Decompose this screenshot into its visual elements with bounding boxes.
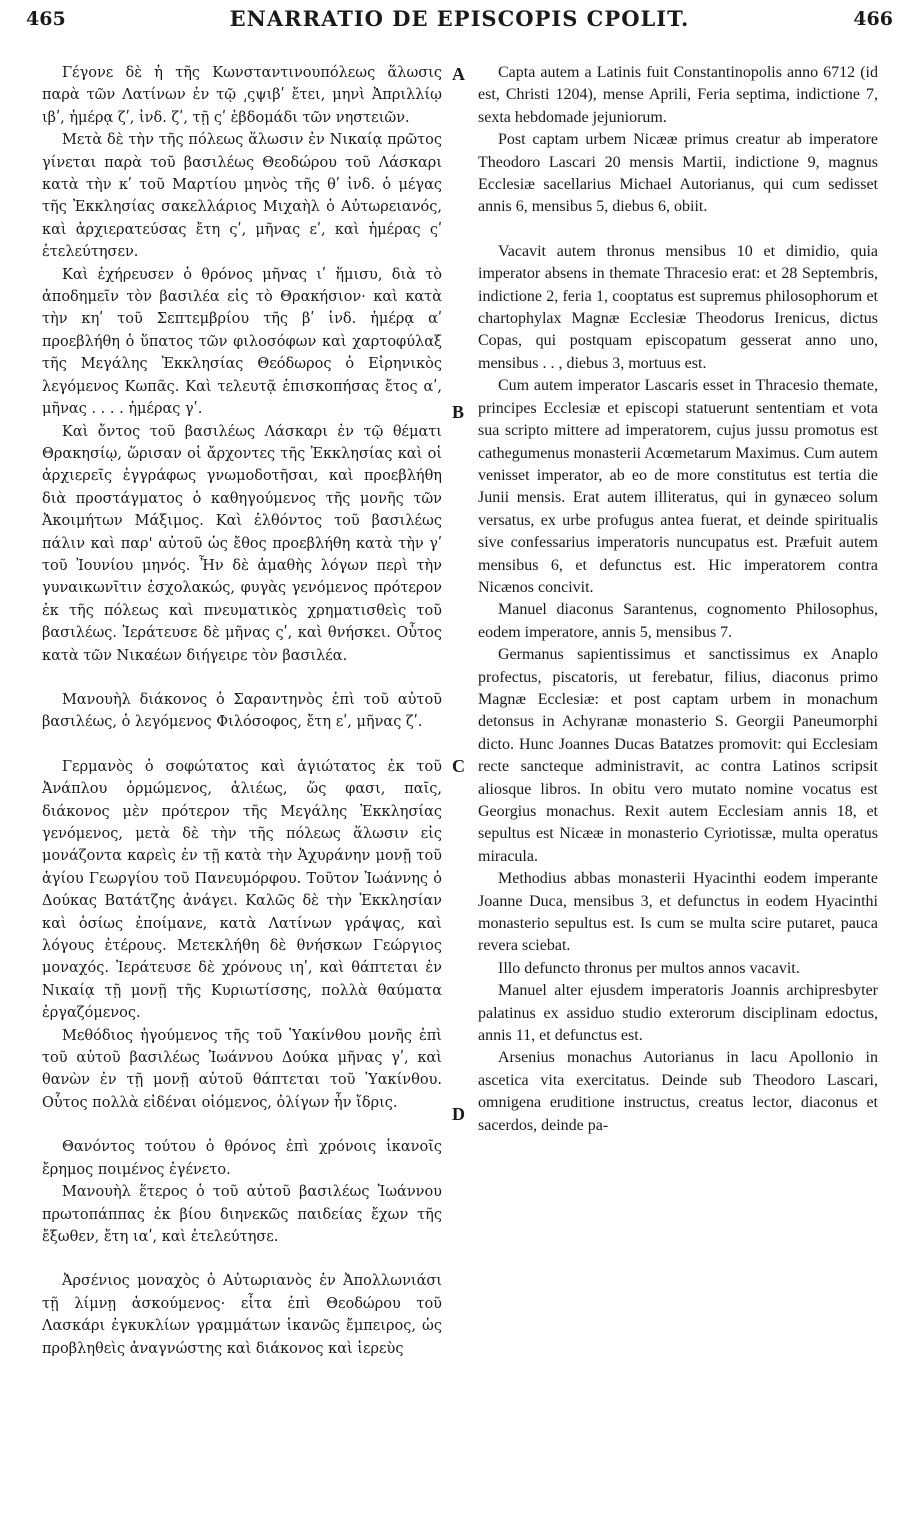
greek-paragraph: Μανουὴλ ἕτερος ὁ τοῦ αὐτοῦ βασιλέως Ἰωάννου πρωτοπάππας ἐκ βίου διηνεκῶς παιδείας ἔχων τῆς ἔξωθεν, ἔτη ιαʹ, καὶ ἐτελεύτησε. xyxy=(42,1184,442,1245)
greek-paragraph: Καὶ ὄντος τοῦ βασιλέως Λάσκαρι ἐν τῷ θέματι Θρακησίῳ, ὥρισαν οἱ ἄρχοντες τῆς Ἐκκλησίας καὶ οἱ ἀρχιερεῖς ἐγγράφως γνωμοδοτῆσαι, καὶ προεβλήθη διὰ προστάγματος ὁ καθηγούμενος τῆς μονῆς τῶν Ἀκοιμήτων Μάξιμος. Καὶ ἐλθόντος τοῦ βασιλέως πάλιν καὶ παρ' αὐτοῦ ὡς ἔθος προεβλήθη κατὰ τὴν γʹ τοῦ Ἰουνίου μηνός. Ἦν δὲ ἀμαθὴς λόγων περὶ τὴν γυναικωνῖτιν ἐσχολακώς, φυγὰς γενόμενος πρότερον ἐκ τῆς πόλεως καὶ πνευματικὸς χρηματισθεὶς τοῦ βασιλέως. Ἱεράτευσε δὲ μῆνας ςʹ, καὶ θνήσκει. Οὗτος κατὰ τῶν Νικαέων διήγειρε τὸν βασιλέα. xyxy=(42,423,442,664)
margin-letter-b: B xyxy=(452,402,465,422)
left-page-number: 465 xyxy=(26,8,66,30)
greek-paragraph: Γερμανὸς ὁ σοφώτατος καὶ ἁγιώτατος ἐκ τοῦ Ἀνάπλου ὁρμώμενος, ἁλιέως, ὥς φασι, παῖς, διάκονος μὲν πρότερον τῆς Μεγάλης Ἐκκλησίας γενόμενος, μετὰ δὲ τὴν τῆς πόλεως ἅλωσιν εἰς μονάζοντα καρεὶς ἐν τῇ κατὰ τὴν Ἀχυράνην μονῇ τοῦ ἁγίου Γεωργίου τοῦ Πανευμόρφου. Τοῦτον Ἰωάννης ὁ Δούκας Βατάτζης ἀνάγει. Καλῶς δὲ τὴν Ἐκκλησίαν καὶ ὁσίως ἐποίμανε, κατὰ Λατίνων γράψας, καὶ λόγους ἑτέρους. Μετεκλήθη δὲ θνήσκων Γεώργιος μοναχός. Ἱεράτευσε δὲ χρόνους ιηʹ, καὶ θάπτεται ἐν Νικαίᾳ τῇ μονῇ τῆς Κυριωτίσσης, πολλὰ θαύματα ἐργαζόμενος. xyxy=(42,758,442,1022)
page-header xyxy=(26,6,893,36)
margin-letter-d: D xyxy=(452,1104,465,1124)
latin-paragraph: Germanus sapientissimus et sanctissimus ex Anaplo profectus, piscatoris, ut ferebatur, filius, diaconus primo Magnæ Ecclesiæ: et post captam urbem in monachum detonsus in Achyranæ monasterio S. Georgii Paneumorphi dicto. Hunc Joannes Ducas Batatzes promovit: qui Ecclesiam recte sancteque administravit, ac contra Latinos scripsit aliosque libros. In obitu vero mutato nomine vocatus est Georgius monachus. Rexit autem Ecclesiam annis 18, et sepultus est Nicææ in monasterio Cyriotissæ, multa operatus miracula. xyxy=(478,646,878,865)
greek-paragraph: Ἀρσένιος μοναχὸς ὁ Αὐτωριανὸς ἐν Ἀπολλωνιάσι τῇ λίμνῃ ἀσκούμενος· εἶτα ἐπὶ Θεοδώρου τοῦ Λασκάρι ἐγκυκλίων γραμμάτων ἱκανῶς ἔμπειρος, ὡς προβληθεὶς ἀναγνώστης καὶ διάκονος καὶ ἱερεὺς xyxy=(42,1273,442,1357)
greek-paragraph: Θανόντος τούτου ὁ θρόνος ἐπὶ χρόνοις ἱκανοῖς ἔρημος ποιμένος ἐγένετο. xyxy=(42,1139,442,1178)
right-page-number: 466 xyxy=(853,8,893,30)
latin-paragraph: Capta autem a Latinis fuit Constantinopolis anno 6712 (id est, Christi 1204), mense Aprili, Feria septima, indictione 7, sexta hebdomade jejuniorum. xyxy=(478,64,878,126)
running-title: ENARRATIO DE EPISCOPIS CPOLIT. xyxy=(229,6,690,31)
latin-paragraph: Methodius abbas monasterii Hyacinthi eodem imperante Joanne Duca, mensibus 3, et defunctus in eodem Hyacinthi monasterio sepultus est. Is cum se multa scire putaret, pauca revera sciebat. xyxy=(478,870,878,955)
greek-paragraph: Καὶ ἐχήρευσεν ὁ θρόνος μῆνας ιʹ ἥμισυ, διὰ τὸ ἀποδημεῖν τὸν βασιλέα εἰς τὸ Θρακήσιον· καὶ κατὰ τὴν κηʹ τοῦ Σεπτεμβρίου τῆς βʹ ἰνδ. ἡμέρᾳ αʹ προεβλήθη ὁ ὕπατος τῶν φιλοσόφων καὶ χαρτοφύλαξ τῆς Μεγάλης Ἐκκλησίας Θεόδωρος ὁ Εἰρηνικὸς λεγόμενος Κωπᾶς. Καὶ τελευτᾷ ἐπισκοπήσας ἔτος αʹ, μῆνας . . . . ἡμέρας γʹ. xyxy=(42,266,442,418)
greek-paragraph: Μετὰ δὲ τὴν τῆς πόλεως ἅλωσιν ἐν Νικαίᾳ πρῶτος γίνεται παρὰ τοῦ βασιλέως Θεοδώρου τοῦ Λάσκαρι κατὰ τὴν κʹ τοῦ Μαρτίου μηνὸς τῆς θʹ ἰνδ. ὁ μέγας τῆς Ἐκκλησίας σακελλάριος Μιχαὴλ ὁ Αὐτωρειανός, καὶ ἀρχιερατεύσας ἔτη ςʹ, μῆνας εʹ, καὶ ἡμέρας ςʹ ἐτελεύτησεν. xyxy=(42,132,442,261)
latin-column xyxy=(478,62,878,1137)
latin-paragraph: Cum autem imperator Lascaris esset in Thracesio themate, principes Ecclesiæ et episcopi statuerunt sententiam et vota sua scripto mittere ad imperatorem, cujus jussu promotus est cathegumenus monasterii Acœmetarum Maximus. Cum autem venisset imperator, ab eo de more constitutus est tertia die Junii mensis. Erat autem illiteratus, qui in gynæceo solum versatus, ex urbe profugus antea fuerat, et deinde spiritualis sive confessarius imperatoris nuncupatus est. Præfuit autem mensibus 6, et defunctus est. Hic imperatorem contra Nicænos concivit. xyxy=(478,377,878,596)
latin-paragraph: Post captam urbem Nicææ primus creatur ab imperatore Theodoro Lascari 20 mensis Martii, indictione 9, magnus Ecclesiæ sacellarius Michael Autorianus, qui cum sedisset annis 6, mensibus 5, diebus 6, obiit. xyxy=(478,131,878,216)
greek-paragraph: Μεθόδιος ἡγούμενος τῆς τοῦ Ὑακίνθου μονῆς ἐπὶ τοῦ αὐτοῦ βασιλέως Ἰωάννου Δούκα μῆνας γʹ, καὶ θανὼν ἐν τῇ μονῇ αὐτοῦ θάπτεται τοῦ Ὑακίνθου. Οὗτος πολλὰ εἰδέναι οἰόμενος, ὀλίγων ἦν ἴδρις. xyxy=(42,1027,442,1111)
latin-paragraph: Manuel diaconus Sarantenus, cognomento Philosophus, eodem imperatore, annis 5, mensibus 7. xyxy=(478,601,878,641)
latin-paragraph: Manuel alter ejusdem imperatoris Joannis archipresbyter palatinus ex assiduo studio exterorum disciplinam edoctus, annis 11, et defunctus est. xyxy=(478,982,878,1045)
latin-paragraph: Arsenius monachus Autorianus in lacu Apollonio in ascetica vita exercitatus. Deinde sub Theodoro Lascari, omnigena eruditione instructus, creatus lector, diaconus et sacerdos, deinde pa- xyxy=(478,1049,878,1134)
margin-letter-c: C xyxy=(452,756,465,776)
latin-paragraph: Illo defuncto thronus per multos annos vacavit. xyxy=(498,959,800,977)
greek-paragraph: Γέγονε δὲ ἡ τῆς Κωνσταντινουπόλεως ἅλωσις παρὰ τῶν Λατίνων ἐν τῷ ͵ςψιβʹ ἔτει, μηνὶ Ἀπριλλίῳ ιβʹ, ἡμέρᾳ ζʹ, ἰνδ. ζʹ, τῇ ςʹ ἑβδομάδι τῶν νηστειῶν. xyxy=(42,65,442,126)
margin-letter-a: A xyxy=(452,64,465,84)
greek-paragraph: Μανουὴλ διάκονος ὁ Σαραντηνὸς ἐπὶ τοῦ αὐτοῦ βασιλέως, ὁ λεγόμενος Φιλόσοφος, ἔτη εʹ, μῆνας ζʹ. xyxy=(42,691,442,731)
greek-column xyxy=(42,62,442,1360)
latin-paragraph: Vacavit autem thronus mensibus 10 et dimidio, quia imperator absens in themate Thracesio erat: et 28 Septembris, indictione 2, feria 1, cooptatus est supremus philosophorum et chartophylax Magnæ Ecclesiæ Theodorus Irenicus, dictus Copas, qui postquam episcopatum gesserat anno uno, mensibus . . , diebus 3, mortuus est. xyxy=(478,242,878,372)
